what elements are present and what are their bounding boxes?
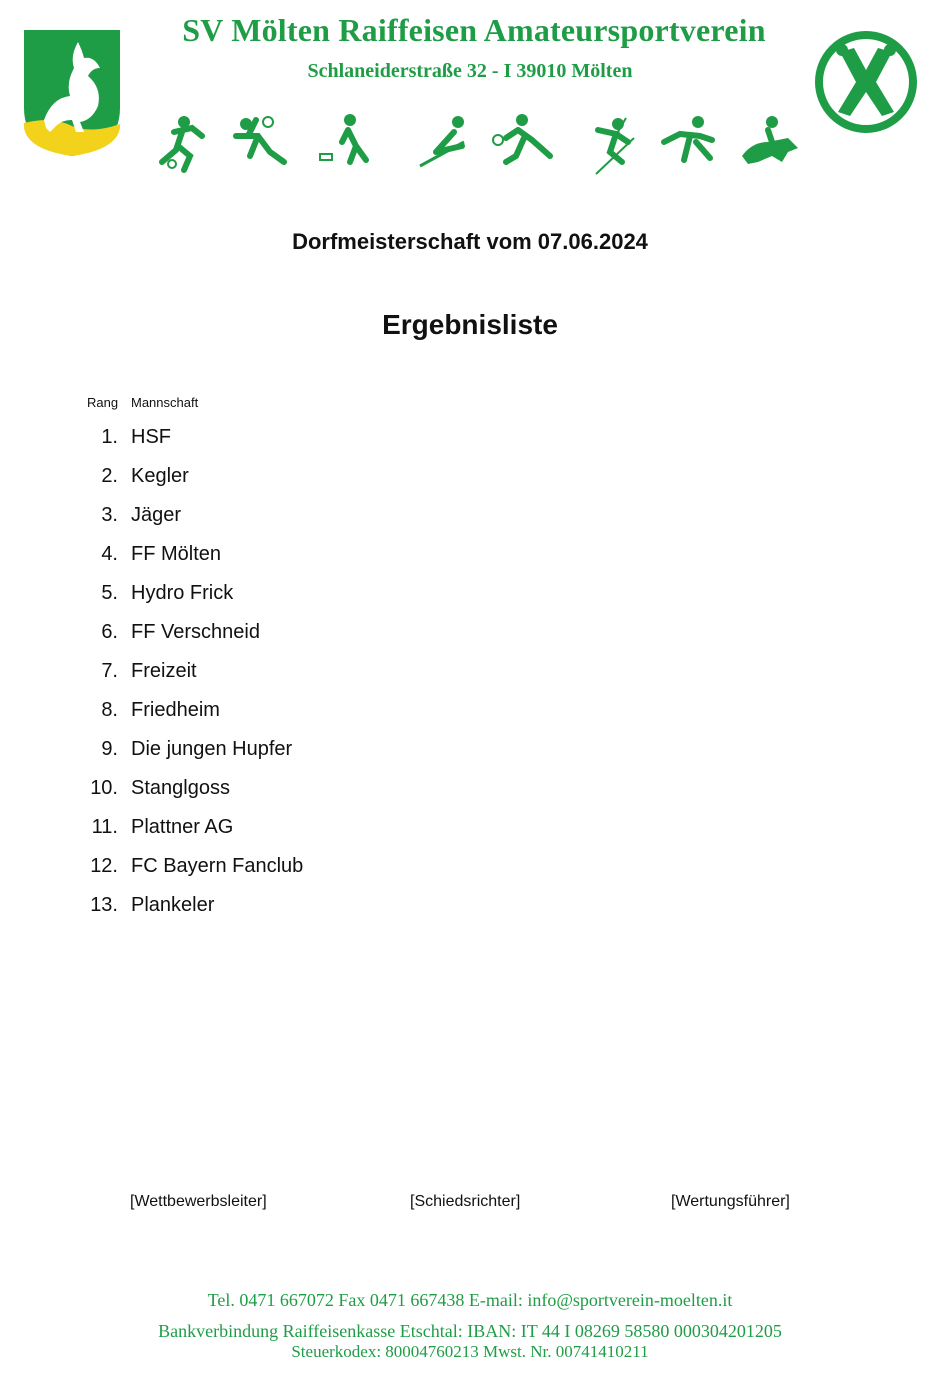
footer-contact: Tel. 0471 667072 Fax 0471 667438 E-mail: info@sportverein-moelten.it [207, 1290, 733, 1310]
list-title: Ergebnisliste [382, 309, 558, 340]
signature-competition-leader: [Wettbewerbsleiter] [130, 1193, 267, 1210]
curling-icon [320, 114, 366, 162]
team-name: Plattner AG [131, 816, 234, 838]
skiing-icon [596, 118, 634, 174]
running-icon [664, 116, 712, 160]
equestrian-icon [742, 116, 798, 164]
signature-scorekeeper: [Wertungsführer] [671, 1193, 790, 1210]
rank-number: 2. [101, 465, 118, 487]
rank-number: 13. [90, 894, 118, 916]
rank-number: 10. [90, 777, 118, 799]
tennis-icon [493, 114, 550, 162]
rank-number: 11. [91, 816, 118, 838]
list-item [0, 852, 600, 891]
rank-number: 8. [101, 699, 118, 721]
list-item [0, 579, 600, 618]
team-name: Freizeit [131, 660, 197, 682]
team-name: Plankeler [131, 894, 215, 916]
team-name: Friedheim [131, 699, 220, 721]
team-name: HSF [131, 426, 171, 448]
rank-number: 1. [101, 426, 118, 448]
footer-tax: Steuerkodex: 80004760213 Mwst. Nr. 00741410211 [291, 1342, 649, 1361]
sledding-icon [420, 116, 464, 166]
list-item [0, 696, 600, 735]
club-address: Schlaneiderstraße 32 - I 39010 Mölten [307, 60, 633, 82]
list-item [0, 540, 600, 579]
rank-number: 6. [101, 621, 118, 643]
list-item [0, 657, 600, 696]
list-item [0, 891, 600, 930]
club-name: SV Mölten Raiffeisen Amateursportverein [182, 12, 766, 48]
team-name: Hydro Frick [131, 582, 234, 604]
team-name: Kegler [131, 465, 189, 487]
event-title: Dorfmeisterschaft vom 07.06.2024 [292, 229, 648, 254]
footer-bank: Bankverbindung Raiffeisenkasse Etschtal: IBAN: IT 44 I 08269 58580 000304201205 [158, 1321, 782, 1341]
rank-number: 4. [101, 543, 118, 565]
soccer-icon [162, 116, 202, 170]
signature-referee: [Schiedsrichter] [410, 1193, 521, 1210]
team-name: FC Bayern Fanclub [131, 855, 304, 877]
team-name: Jäger [131, 504, 182, 526]
column-header-team: Mannschaft [131, 395, 199, 410]
crossed-horse-heads-logo-icon [814, 30, 918, 134]
rank-number: 12. [90, 855, 118, 877]
list-item [0, 423, 600, 462]
list-item [0, 735, 600, 774]
rank-number: 5. [101, 582, 118, 604]
list-item [0, 462, 600, 501]
team-name: Die jungen Hupfer [131, 738, 293, 760]
column-header-rank: Rang [87, 395, 119, 410]
rank-number: 3. [101, 504, 118, 526]
list-item [0, 618, 600, 657]
rank-number: 9. [101, 738, 118, 760]
list-item [0, 501, 600, 540]
results-list [0, 423, 600, 930]
sports-pictogram-row [152, 112, 802, 180]
team-name: Stanglgoss [131, 777, 230, 799]
horse-crest-icon [22, 28, 122, 158]
team-name: FF Verschneid [131, 621, 260, 643]
volleyball-icon [236, 117, 284, 162]
list-item [0, 813, 600, 852]
rank-number: 7. [101, 660, 118, 682]
list-item [0, 774, 600, 813]
team-name: FF Mölten [131, 543, 222, 565]
